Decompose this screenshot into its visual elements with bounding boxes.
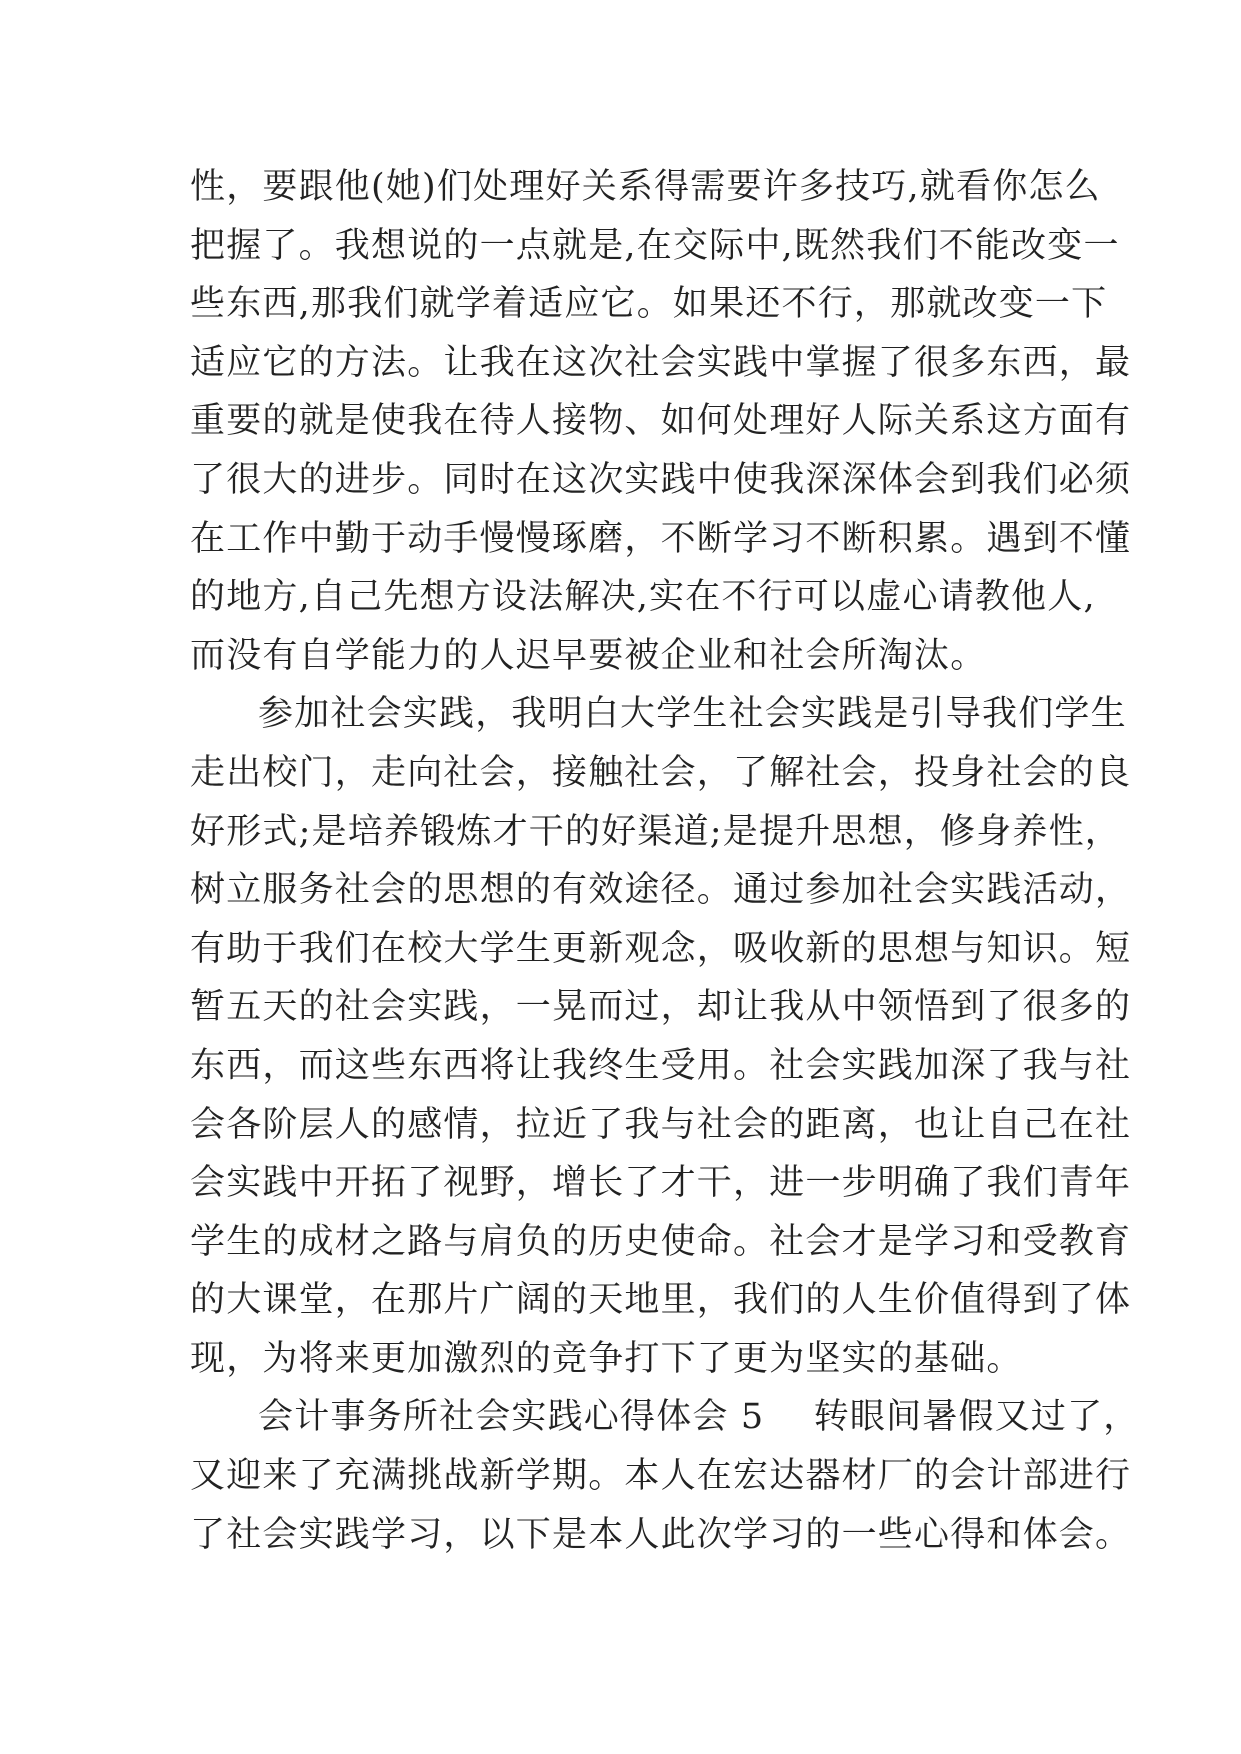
text-line: 东西，而这些东西将让我终生受用。社会实践加深了我与社 (190, 1045, 1132, 1086)
document-body (190, 158, 1140, 1564)
text-line: 会计事务所社会实践心得体会 5 转眼间暑假又过了， (258, 1397, 1140, 1438)
text-line: 些东西,那我们就学着适应它。如果还不行，那就改变一下 (190, 284, 1108, 325)
text-line: 会各阶层人的感情，拉近了我与社会的距离，也让自己在社 (190, 1104, 1132, 1145)
text-line: 而没有自学能力的人迟早要被企业和社会所淘汰。 (190, 635, 987, 676)
text-line: 参加社会实践，我明白大学生社会实践是引导我们学生 (258, 694, 1127, 735)
text-line: 适应它的方法。让我在这次社会实践中掌握了很多东西，最 (190, 342, 1132, 383)
text-line: 好形式;是培养锻炼才干的好渠道;是提升思想，修身养性， (190, 811, 1121, 852)
text-line: 会实践中开拓了视野，增长了才干，进一步明确了我们青年 (190, 1163, 1132, 1204)
text-line: 暂五天的社会实践，一晃而过，却让我从中领悟到了很多的 (190, 987, 1132, 1028)
text-line: 有助于我们在校大学生更新观念，吸收新的思想与知识。短 (190, 928, 1132, 969)
text-line: 的大课堂，在那片广阔的天地里，我们的人生价值得到了体 (190, 1280, 1132, 1321)
text-line: 重要的就是使我在待人接物、如何处理好人际关系这方面有 (190, 401, 1132, 442)
text-line: 现，为将来更加激烈的竞争打下了更为坚实的基础。 (190, 1338, 1023, 1379)
text-line: 了很大的进步。同时在这次实践中使我深深体会到我们必须 (190, 459, 1132, 500)
text-line: 树立服务社会的思想的有效途径。通过参加社会实践活动， (190, 870, 1132, 911)
text-line: 了社会实践学习，以下是本人此次学习的一些心得和体会。 (190, 1514, 1132, 1555)
text-line: 性，要跟他(她)们处理好关系得需要许多技巧,就看你怎么 (190, 167, 1101, 207)
text-line: 又迎来了充满挑战新学期。本人在宏达器材厂的会计部进行 (190, 1456, 1132, 1497)
text-line: 走出校门，走向社会，接触社会，了解社会，投身社会的良 (190, 752, 1132, 793)
text-line: 在工作中勤于动手慢慢琢磨，不断学习不断积累。遇到不懂 (190, 518, 1132, 559)
text-line: 的地方,自己先想方设法解决,实在不行可以虚心请教他人, (190, 577, 1096, 618)
text-line: 学生的成材之路与肩负的历史使命。社会才是学习和受教育 (190, 1221, 1132, 1262)
text-line: 把握了。我想说的一点就是,在交际中,既然我们不能改变一 (190, 225, 1120, 266)
